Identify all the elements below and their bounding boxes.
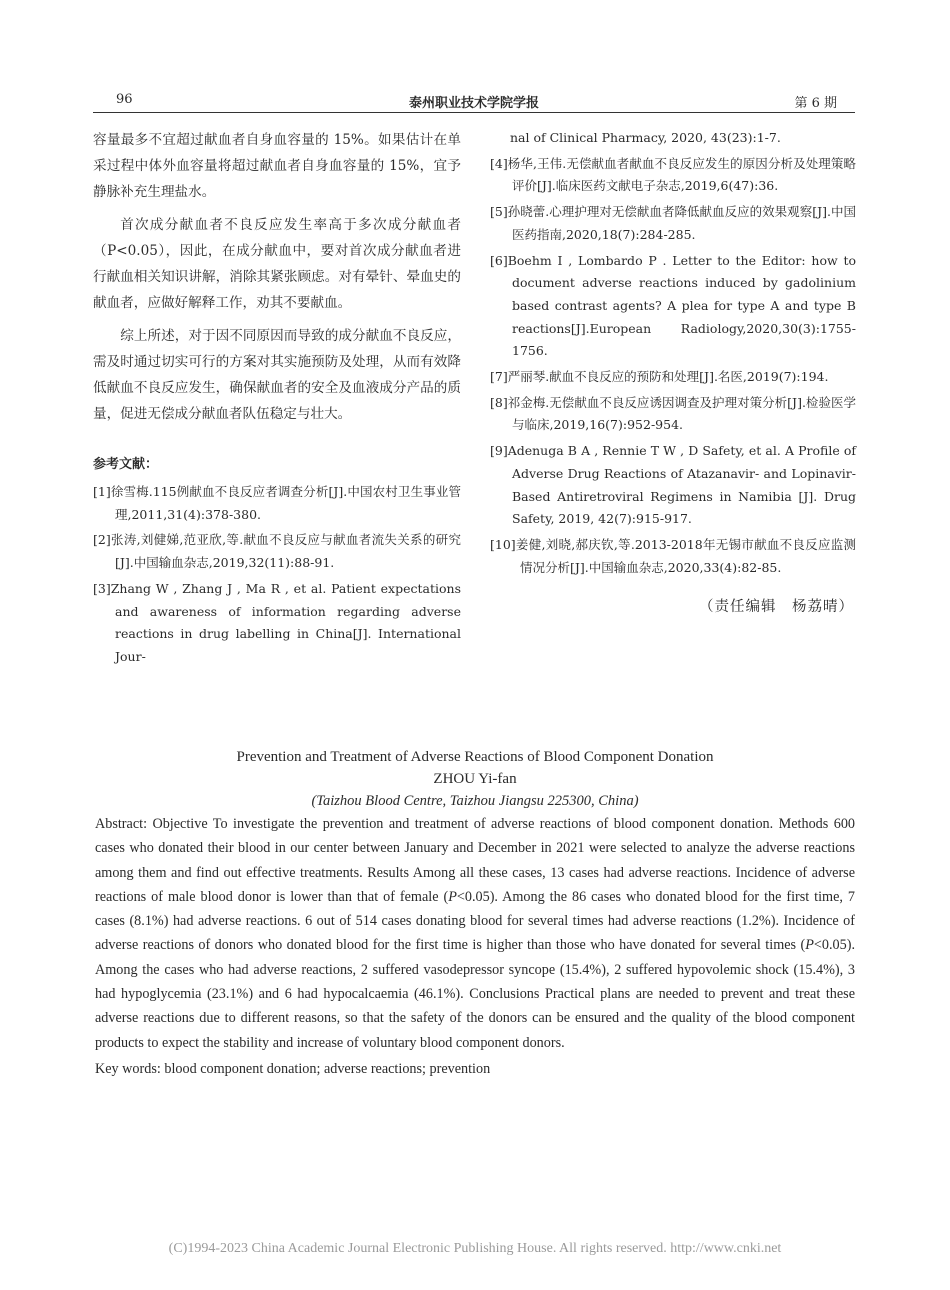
english-keywords <box>95 1057 855 1081</box>
header-rule <box>93 112 855 113</box>
reference-item: [1]徐雪梅.115例献血不良反应者调查分析[J].中国农村卫生事业管理,2011,31(4):378-380. <box>93 484 461 522</box>
reference-item: [6]Boehm I , Lombardo P . Letter to the Editor: how to document adverse reactions induced by gadolinium based contrast agents? A plea for type A and type B reactions[J].European Radiology,2020,30(3):1755-1756. <box>490 252 856 359</box>
abstract-text: <0.05). Among the cases who had adverse reactions, 2 suffered vasodepressor syncope (15.4%), 2 suffered hypovolemic shock (15.4%), 3 had hypoglycemia (23.1%) and 6 had hypocalcaemia (46.1%). Conclusions Practical plans are needed to prevent and treat these adverse reactions due to different reasons, so that the safety of the donors can be ensured and the quality of the blood component products to expect the stability and increase of voluntary blood component donors. <box>95 937 855 1051</box>
reference-item: [3]Zhang W , Zhang J , Ma R , et al. Patient expectations and awareness of information regarding adverse reactions in drug labelling in China[J]. International Jour- <box>93 580 461 664</box>
english-abstract <box>95 812 855 1055</box>
keywords-label: Key words: <box>95 1060 161 1077</box>
english-title: Prevention and Treatment of Adverse Reactions of Blood Component Donation <box>236 749 714 765</box>
body-paragraph: 综上所述，对于因不同原因而导致的成分献血不良反应，需及时通过切实可行的方案对其实施预防及处理，从而有效降低献血不良反应发生，确保献血者的安全及血液成分产品的质量，促进无偿成分献血者队伍稳定与壮大。 <box>93 328 461 422</box>
abstract-text: <0.05). Among the 86 cases who donated blood for the first time, 7 cases (8.1%) had adverse reactions. 6 out of 514 cases donating blood for several times had adverse reactions (1.2%). Incidence of adverse reactions of donors who donated blood for the first time is higher than those who have donated for several times ( <box>95 888 855 954</box>
left-column <box>93 127 461 672</box>
p-value-symbol: P <box>448 888 457 905</box>
english-abstract-section <box>95 746 855 1081</box>
reference-item: [5]孙晓蕾.心理护理对无偿献血者降低献血反应的效果观察[J].中国医药指南,2020,18(7):284-285. <box>490 204 856 242</box>
issue-number: 第 6 期 <box>794 96 837 111</box>
copyright-footer: (C)1994-2023 China Academic Journal Electronic Publishing House. All rights reserved. http://www.cnki.net <box>168 1241 782 1256</box>
reference-item: [2]张涛,刘健娣,范亚欣,等.献血不良反应与献血者流失关系的研究[J].中国输血杂志,2019,32(11):88-91. <box>93 532 461 571</box>
journal-title: 泰州职业技术学院学报 <box>408 96 539 111</box>
body-paragraph: 容量最多不宜超过献血者自身血容量的 15%。如果估计在单采过程中体外血容量将超过献血者自身血容量的 15%，宜予静脉补充生理盐水。 <box>93 132 461 200</box>
page-header <box>93 92 855 114</box>
abstract-text: Objective To investigate the prevention and treatment of adverse reactions of blood component donation. Methods 600 cases who donated their blood in our center between January and December in 2021 were selected to analyze the adverse reactions among them and find out effective treatments. Results Among all these cases, 13 cases had adverse reactions. Incidence of adverse reactions of male blood donor is lower than that of female ( <box>95 816 856 905</box>
reference-item: [7]严丽琴.献血不良反应的预防和处理[J].名医,2019(7):194. <box>490 369 829 385</box>
abstract-label: Abstract: <box>95 816 148 832</box>
right-column <box>490 127 856 616</box>
p-value-symbol: P <box>805 937 814 954</box>
reference-item: [9]Adenuga B A , Rennie T W , D Safety, et al. A Profile of Adverse Drug Reactions of Atazanavir- and Lopinavir-Based Antiretroviral Regimens in Namibia [J]. Drug Safety, 2019, 42(7):915-917. <box>490 443 856 527</box>
body-paragraph: 首次成分献血者不良反应发生率高于多次成分献血者（P<0.05），因此，在成分献血中，要对首次成分献血者进行献血相关知识讲解，消除其紧张顾虑。对有晕针、晕血史的献血者，应做好解释工作，劝其不要献血。 <box>93 217 461 311</box>
responsible-editor: （责任编辑 杨荔晴） <box>699 599 854 616</box>
english-author: ZHOU Yi-fan <box>433 771 517 787</box>
keywords-text: blood component donation; adverse reactions; prevention <box>164 1060 491 1077</box>
reference-continuation: nal of Clinical Pharmacy, 2020, 43(23):1-7. <box>510 130 781 145</box>
reference-item: [4]杨华,王伟.无偿献血者献血不良反应发生的原因分析及处理策略评价[J].临床医药文献电子杂志,2019,6(47):36. <box>490 155 856 194</box>
references-heading: 参考文献： <box>93 457 159 472</box>
english-affiliation: (Taizhou Blood Centre, Taizhou Jiangsu 225300, China) <box>311 793 639 809</box>
reference-item: [10]姜健,刘晓,郝庆钦,等.2013-2018年无锡市献血不良反应监测情况分析[J].中国输血杂志,2020,33(4):82-85. <box>490 536 856 575</box>
page-number: 96 <box>116 92 133 107</box>
reference-item: [8]祁金梅.无偿献血不良反应诱因调查及护理对策分析[J].检验医学与临床,2019,16(7):952-954. <box>490 394 856 433</box>
